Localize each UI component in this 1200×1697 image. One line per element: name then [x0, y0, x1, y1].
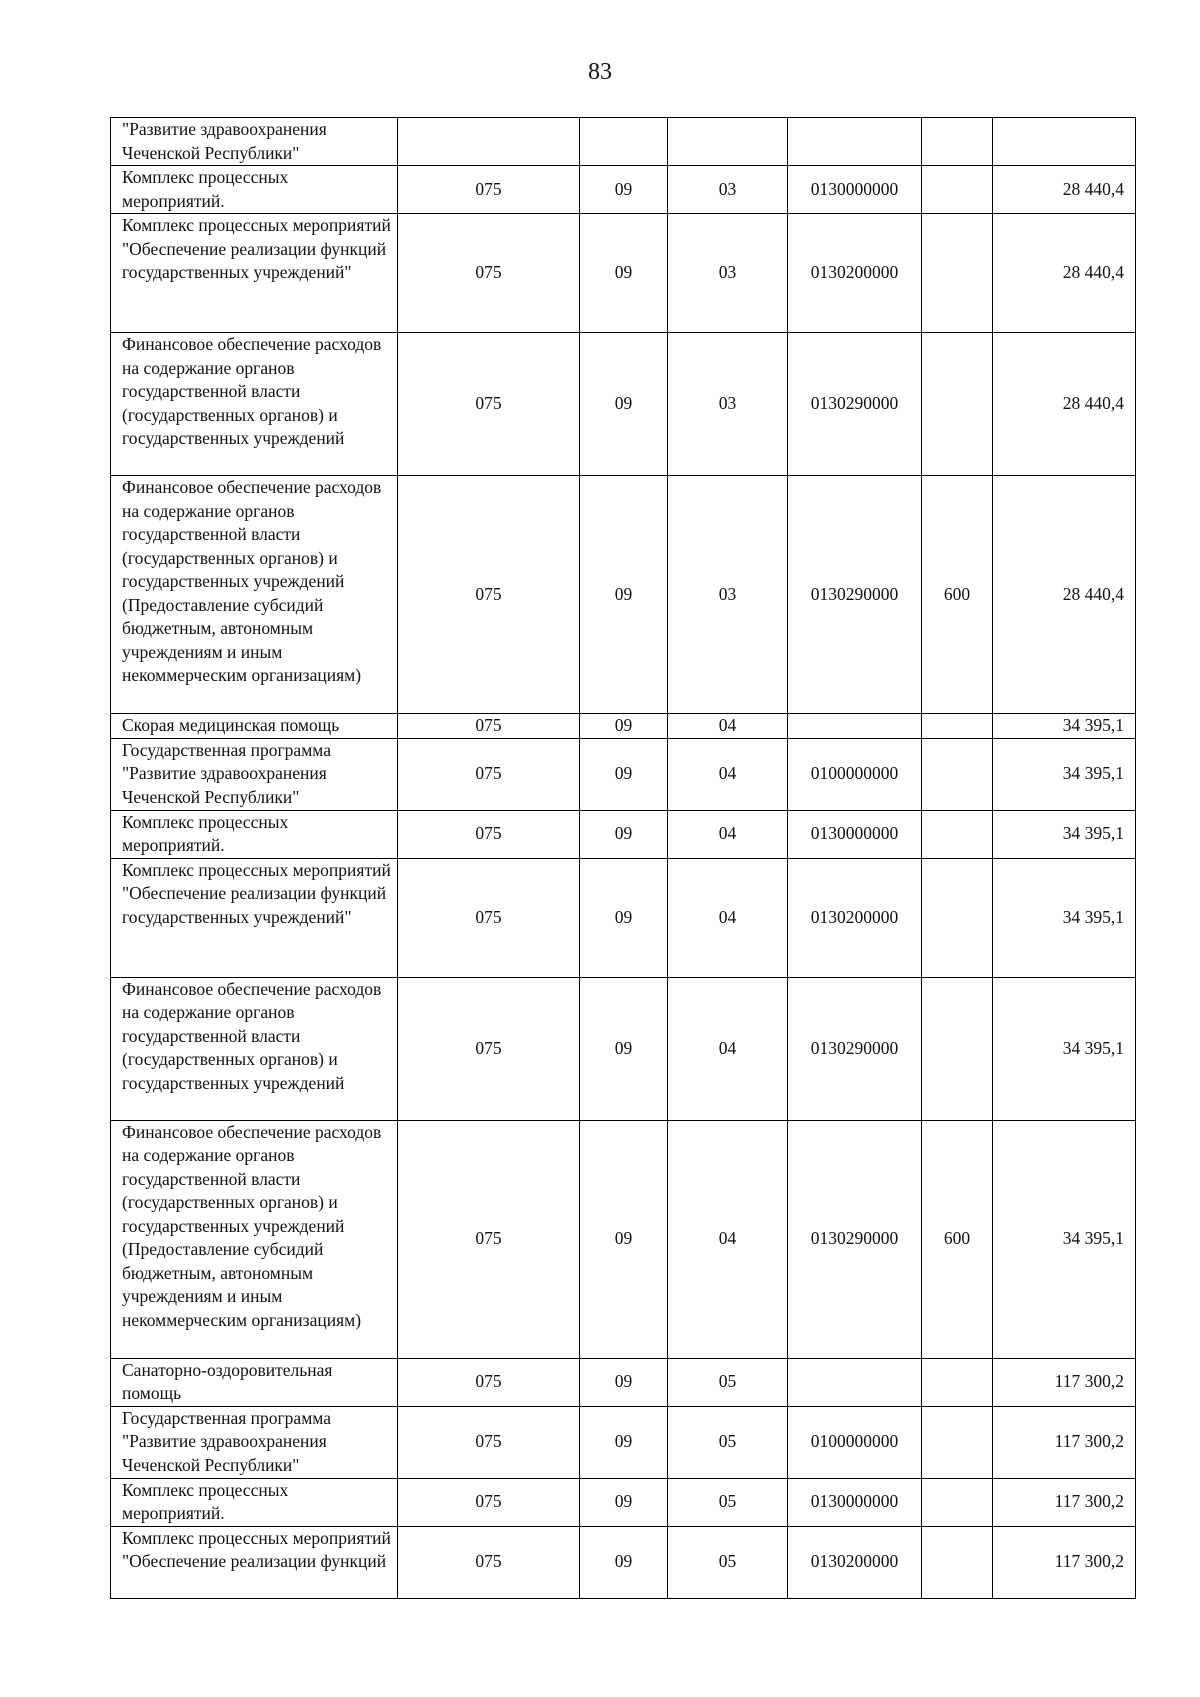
row-name-cell: Комплекс процессных мероприятий "Обеспечение реализации функций государственных учреждений" [111, 214, 398, 333]
expense-type-cell [922, 166, 993, 214]
subsection-code-cell: 04 [668, 858, 788, 977]
section-code-cell: 09 [580, 166, 668, 214]
expense-type-cell [922, 118, 993, 166]
section-code-cell: 09 [580, 1120, 668, 1358]
row-name-cell: Комплекс процессных мероприятий. [111, 1478, 398, 1526]
ministry-code-cell: 075 [398, 977, 580, 1120]
expense-type-cell [922, 333, 993, 476]
amount-cell: 28 440,4 [993, 214, 1136, 333]
section-code-cell: 09 [580, 333, 668, 476]
target-article-cell: 0130290000 [788, 333, 922, 476]
row-name-cell: Финансовое обеспечение расходов на содержание органов государственной власти (государственных органов) и государственных учреждений (Предоставление субсидий бюджетным, автономным учреждениям и иным некоммерческим организациям) [111, 476, 398, 714]
subsection-code-cell: 03 [668, 476, 788, 714]
ministry-code-cell [398, 118, 580, 166]
target-article-cell [788, 714, 922, 739]
section-code-cell: 09 [580, 214, 668, 333]
section-code-cell: 09 [580, 858, 668, 977]
table-row [111, 858, 1136, 977]
ministry-code-cell: 075 [398, 858, 580, 977]
subsection-code-cell: 04 [668, 977, 788, 1120]
ministry-code-cell: 075 [398, 214, 580, 333]
target-article-cell: 0130000000 [788, 1478, 922, 1526]
table-row [111, 1358, 1136, 1406]
section-code-cell: 09 [580, 476, 668, 714]
expense-type-cell [922, 1406, 993, 1478]
ministry-code-cell: 075 [398, 333, 580, 476]
amount-cell: 34 395,1 [993, 810, 1136, 858]
expense-type-cell [922, 977, 993, 1120]
table-row [111, 118, 1136, 166]
row-name-cell: Комплекс процессных мероприятий. [111, 810, 398, 858]
section-code-cell: 09 [580, 1406, 668, 1478]
ministry-code-cell: 075 [398, 1406, 580, 1478]
table-row [111, 1526, 1136, 1598]
table-row [111, 476, 1136, 714]
subsection-code-cell: 03 [668, 166, 788, 214]
ministry-code-cell: 075 [398, 738, 580, 810]
expense-type-cell [922, 1358, 993, 1406]
target-article-cell: 0130200000 [788, 1526, 922, 1598]
table-row [111, 714, 1136, 739]
page-number: 83 [588, 59, 612, 85]
target-article-cell: 0130000000 [788, 810, 922, 858]
subsection-code-cell: 05 [668, 1406, 788, 1478]
ministry-code-cell: 075 [398, 1120, 580, 1358]
ministry-code-cell: 075 [398, 714, 580, 739]
amount-cell [993, 118, 1136, 166]
table-row [111, 1406, 1136, 1478]
expense-type-cell [922, 858, 993, 977]
subsection-code-cell: 03 [668, 214, 788, 333]
row-name-cell: Комплекс процессных мероприятий "Обеспечение реализации функций государственных учреждений" [111, 858, 398, 977]
ministry-code-cell: 075 [398, 476, 580, 714]
subsection-code-cell: 05 [668, 1526, 788, 1598]
subsection-code-cell [668, 118, 788, 166]
amount-cell: 117 300,2 [993, 1526, 1136, 1598]
row-name-cell: Финансовое обеспечение расходов на содержание органов государственной власти (государственных органов) и государственных учреждений (Предоставление субсидий бюджетным, автономным учреждениям и иным некоммерческим организациям) [111, 1120, 398, 1358]
section-code-cell [580, 118, 668, 166]
target-article-cell: 0130290000 [788, 1120, 922, 1358]
subsection-code-cell: 05 [668, 1478, 788, 1526]
subsection-code-cell: 04 [668, 1120, 788, 1358]
row-name-cell: Финансовое обеспечение расходов на содержание органов государственной власти (государственных органов) и государственных учреждений [111, 977, 398, 1120]
ministry-code-cell: 075 [398, 166, 580, 214]
table-row [111, 977, 1136, 1120]
amount-cell: 34 395,1 [993, 714, 1136, 739]
row-name-cell: Комплекс процессных мероприятий. [111, 166, 398, 214]
target-article-cell: 0100000000 [788, 1406, 922, 1478]
subsection-code-cell: 04 [668, 714, 788, 739]
section-code-cell: 09 [580, 1478, 668, 1526]
expense-type-cell [922, 1526, 993, 1598]
row-name-cell: Скорая медицинская помощь [111, 714, 398, 739]
row-name-cell: Финансовое обеспечение расходов на содержание органов государственной власти (государственных органов) и государственных учреждений [111, 333, 398, 476]
expense-type-cell [922, 714, 993, 739]
budget-table-body [111, 118, 1136, 1599]
amount-cell: 28 440,4 [993, 333, 1136, 476]
expense-type-cell [922, 738, 993, 810]
subsection-code-cell: 03 [668, 333, 788, 476]
expense-type-cell [922, 214, 993, 333]
amount-cell: 34 395,1 [993, 1120, 1136, 1358]
amount-cell: 117 300,2 [993, 1478, 1136, 1526]
target-article-cell: 0130200000 [788, 858, 922, 977]
amount-cell: 34 395,1 [993, 858, 1136, 977]
amount-cell: 34 395,1 [993, 738, 1136, 810]
table-row [111, 1120, 1136, 1358]
section-code-cell: 09 [580, 977, 668, 1120]
budget-table [110, 117, 1136, 1599]
row-name-cell: Санаторно-оздоровительная помощь [111, 1358, 398, 1406]
expense-type-cell [922, 810, 993, 858]
ministry-code-cell: 075 [398, 1526, 580, 1598]
table-row [111, 333, 1136, 476]
table-row [111, 214, 1136, 333]
target-article-cell: 0130290000 [788, 977, 922, 1120]
amount-cell: 34 395,1 [993, 977, 1136, 1120]
section-code-cell: 09 [580, 714, 668, 739]
row-name-cell: "Развитие здравоохранения Чеченской Республики" [111, 118, 398, 166]
subsection-code-cell: 04 [668, 810, 788, 858]
amount-cell: 28 440,4 [993, 476, 1136, 714]
row-name-cell: Государственная программа "Развитие здравоохранения Чеченской Республики" [111, 738, 398, 810]
section-code-cell: 09 [580, 1526, 668, 1598]
target-article-cell [788, 1358, 922, 1406]
ministry-code-cell: 075 [398, 1358, 580, 1406]
section-code-cell: 09 [580, 1358, 668, 1406]
section-code-cell: 09 [580, 738, 668, 810]
ministry-code-cell: 075 [398, 1478, 580, 1526]
target-article-cell: 0130000000 [788, 166, 922, 214]
target-article-cell: 0100000000 [788, 738, 922, 810]
amount-cell: 117 300,2 [993, 1406, 1136, 1478]
target-article-cell: 0130290000 [788, 476, 922, 714]
target-article-cell [788, 118, 922, 166]
row-name-cell: Комплекс процессных мероприятий "Обеспечение реализации функций [111, 1526, 398, 1598]
amount-cell: 117 300,2 [993, 1358, 1136, 1406]
subsection-code-cell: 05 [668, 1358, 788, 1406]
table-row [111, 738, 1136, 810]
amount-cell: 28 440,4 [993, 166, 1136, 214]
table-row [111, 1478, 1136, 1526]
ministry-code-cell: 075 [398, 810, 580, 858]
section-code-cell: 09 [580, 810, 668, 858]
row-name-cell: Государственная программа "Развитие здравоохранения Чеченской Республики" [111, 1406, 398, 1478]
expense-type-cell [922, 1478, 993, 1526]
expense-type-cell: 600 [922, 476, 993, 714]
table-row [111, 166, 1136, 214]
target-article-cell: 0130200000 [788, 214, 922, 333]
table-row [111, 810, 1136, 858]
subsection-code-cell: 04 [668, 738, 788, 810]
expense-type-cell: 600 [922, 1120, 993, 1358]
